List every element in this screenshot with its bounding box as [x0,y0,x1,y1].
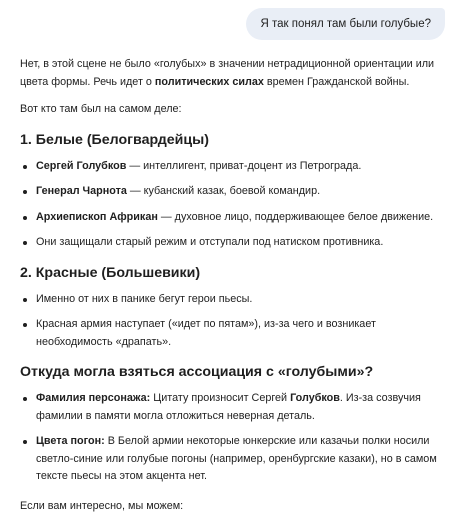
intro-paragraph: Нет, в этой сцене не было «голубых» в значении нетрадиционной ориентации или цвета формы. Речь идет о политических силах времен Гражданской войны. [20,56,443,91]
lead-paragraph: Вот кто там был на самом деле: [20,101,443,119]
list-item: Сергей Голубков — интеллигент, приват-доцент из Петрограда. [20,158,443,176]
list-item: Цвета погон: В Белой армии некоторые юнкерские или казачьи полки носили светло-синие или голубые погоны (например, оренбургские казаки), но в самом тексте пьесы на этом акцента нет. [20,433,443,486]
user-message-bubble: Я так понял там были голубые? [246,8,445,40]
reds-list [20,291,443,352]
user-message-row [0,8,445,40]
association-list [20,390,443,486]
section-heading-association: Откуда могла взяться ассоциация с «голубыми»? [20,363,443,381]
section-heading-reds: 2. Красные (Большевики) [20,264,443,282]
assistant-response [20,56,443,515]
list-item: Фамилия персонажа: Цитату произносит Сергей Голубков. Из-за созвучия фамилии в памяти могла отложиться неверная деталь. [20,390,443,425]
outro-paragraph: Если вам интересно, мы можем: [20,498,443,515]
list-item: Именно от них в панике бегут герои пьесы. [20,291,443,309]
whites-list [20,158,443,252]
list-item: Архиепископ Африкан — духовное лицо, поддерживающее белое движение. [20,209,443,227]
list-item: Красная армия наступает («идет по пятам»), из-за чего и возникает необходимость «драпать». [20,316,443,351]
section-heading-whites: 1. Белые (Белогвардейцы) [20,131,443,149]
list-item: Они защищали старый режим и отступали под натиском противника. [20,234,443,252]
list-item: Генерал Чарнота — кубанский казак, боевой командир. [20,183,443,201]
